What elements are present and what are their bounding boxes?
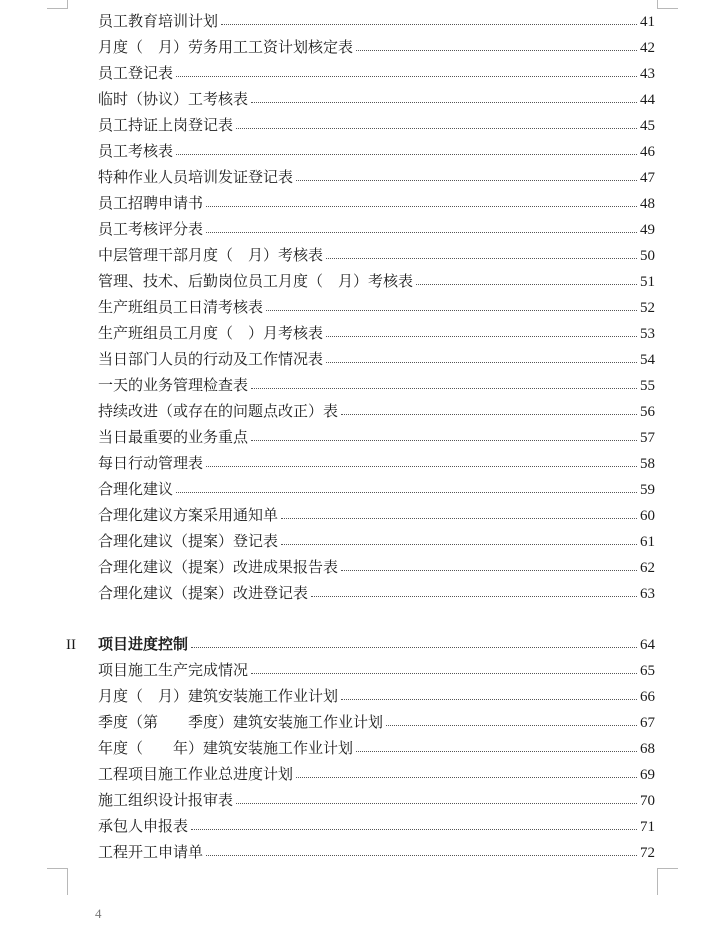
toc-entry-title: 当日最重要的业务重点 <box>98 428 249 446</box>
toc-entry[interactable] <box>98 348 655 370</box>
toc-entry-title: 生产班组员工日清考核表 <box>98 298 264 316</box>
toc-entry-title: 工程项目施工作业总进度计划 <box>98 765 294 783</box>
toc-entry-title: 工程开工申请单 <box>98 843 204 861</box>
toc-entry-title: 合理化建议方案采用通知单 <box>98 506 279 524</box>
dot-leader <box>251 101 637 103</box>
toc-entry-title: 合理化建议（提案）改进登记表 <box>98 584 309 602</box>
toc-entry-title: 项目施工生产完成情况 <box>98 661 249 679</box>
dot-leader <box>236 802 637 804</box>
dot-leader <box>281 517 637 519</box>
toc-entry-title: 临时（协议）工考核表 <box>98 90 249 108</box>
dot-leader <box>251 387 637 389</box>
crop-mark-top-right <box>657 0 678 9</box>
toc-entry[interactable] <box>98 270 655 292</box>
crop-mark-bottom-left <box>47 868 68 895</box>
toc-entry-title: 月度（ 月）建筑安装施工作业计划 <box>98 687 339 705</box>
dot-leader <box>191 828 637 830</box>
toc-entry[interactable] <box>98 400 655 422</box>
toc-entry-page: 52 <box>640 300 655 316</box>
toc-entry[interactable] <box>98 166 655 188</box>
toc-entry[interactable] <box>98 556 655 578</box>
toc-entry-title: 合理化建议（提案）登记表 <box>98 532 279 550</box>
toc-entry[interactable] <box>98 763 655 785</box>
toc-entry[interactable] <box>98 737 655 759</box>
toc-entry-page: 41 <box>640 14 655 30</box>
dot-leader <box>236 127 637 129</box>
toc-entry-page: 51 <box>640 274 655 290</box>
toc-entry-page: 63 <box>640 586 655 602</box>
toc-entry-page: 65 <box>640 663 655 679</box>
toc-entry-page: 55 <box>640 378 655 394</box>
toc-section-heading[interactable] <box>66 633 655 655</box>
toc-entry-page: 49 <box>640 222 655 238</box>
toc-entry-title: 每日行动管理表 <box>98 454 204 472</box>
dot-leader <box>206 854 637 856</box>
toc-entry-title: 员工考核评分表 <box>98 220 204 238</box>
toc-entry-page: 66 <box>640 689 655 705</box>
dot-leader <box>341 698 637 700</box>
toc-entry-title: 一天的业务管理检查表 <box>98 376 249 394</box>
toc-entry-page: 69 <box>640 767 655 783</box>
toc-entry[interactable] <box>98 192 655 214</box>
toc-entry-page: 53 <box>640 326 655 342</box>
toc-entry-page: 50 <box>640 248 655 264</box>
toc-entry-title: 中层管理干部月度（ 月）考核表 <box>98 246 324 264</box>
toc-entry-page: 46 <box>640 144 655 160</box>
toc-entry-page: 58 <box>640 456 655 472</box>
toc-entry-page: 47 <box>640 170 655 186</box>
crop-mark-top-left <box>47 0 68 9</box>
toc-entry-page: 43 <box>640 66 655 82</box>
toc-entry-title: 员工考核表 <box>98 142 174 160</box>
dot-leader <box>176 153 637 155</box>
toc-entry-page: 42 <box>640 40 655 56</box>
toc-entry-title: 员工持证上岗登记表 <box>98 116 234 134</box>
toc-entry[interactable] <box>98 789 655 811</box>
toc-entry[interactable] <box>98 88 655 110</box>
dot-leader <box>206 465 637 467</box>
dot-leader <box>251 439 637 441</box>
dot-leader <box>356 49 637 51</box>
dot-leader <box>266 309 637 311</box>
toc-entry-title: 生产班组员工月度（ ）月考核表 <box>98 324 324 342</box>
dot-leader <box>326 335 637 337</box>
dot-leader <box>296 179 637 181</box>
toc-entry-page: 61 <box>640 534 655 550</box>
toc-entry-title: 施工组织设计报审表 <box>98 791 234 809</box>
dot-leader <box>221 23 637 25</box>
dot-leader <box>341 569 637 571</box>
section-roman-numeral: II <box>66 637 76 653</box>
toc-entry-page: 54 <box>640 352 655 368</box>
toc-entry[interactable] <box>98 815 655 837</box>
toc-entry-title: 当日部门人员的行动及工作情况表 <box>98 350 324 368</box>
toc-entry-title: 合理化建议 <box>98 480 174 498</box>
toc-entry-page: 70 <box>640 793 655 809</box>
dot-leader <box>386 724 637 726</box>
toc-entry-title: 员工教育培训计划 <box>98 12 219 30</box>
toc-entry[interactable] <box>98 530 655 552</box>
toc-entry-page: 44 <box>640 92 655 108</box>
section-title: 项目进度控制 <box>98 635 189 653</box>
dot-leader <box>326 257 637 259</box>
dot-leader <box>416 283 637 285</box>
dot-leader <box>251 672 637 674</box>
dot-leader <box>191 646 637 648</box>
section-page: 64 <box>640 637 655 653</box>
toc-entry-title: 承包人申报表 <box>98 817 189 835</box>
toc-entry-title: 特种作业人员培训发证登记表 <box>98 168 294 186</box>
toc-entry-page: 60 <box>640 508 655 524</box>
dot-leader <box>341 413 637 415</box>
dot-leader <box>176 491 637 493</box>
toc-entry[interactable] <box>98 426 655 448</box>
toc-entry-title: 合理化建议（提案）改进成果报告表 <box>98 558 339 576</box>
toc-entry-page: 59 <box>640 482 655 498</box>
toc-entry-title: 年度（ 年）建筑安装施工作业计划 <box>98 739 354 757</box>
dot-leader <box>281 543 637 545</box>
toc-entry[interactable] <box>98 452 655 474</box>
toc-entry-page: 62 <box>640 560 655 576</box>
dot-leader <box>311 595 637 597</box>
dot-leader <box>326 361 637 363</box>
toc-entry-page: 71 <box>640 819 655 835</box>
toc-entry[interactable] <box>98 841 655 863</box>
toc-entry-page: 57 <box>640 430 655 446</box>
dot-leader <box>206 205 637 207</box>
toc-entry-title: 月度（ 月）劳务用工工资计划核定表 <box>98 38 354 56</box>
toc-entry-page: 48 <box>640 196 655 212</box>
toc-entry-page: 67 <box>640 715 655 731</box>
toc-entry[interactable] <box>98 504 655 526</box>
toc-entry[interactable] <box>98 711 655 733</box>
toc-entry[interactable] <box>98 218 655 240</box>
page-number: 4 <box>95 906 102 921</box>
toc-entry-page: 45 <box>640 118 655 134</box>
toc-entry-page: 56 <box>640 404 655 420</box>
toc-entry[interactable] <box>98 114 655 136</box>
toc-entry-title: 员工登记表 <box>98 64 174 82</box>
toc-entry[interactable] <box>98 659 655 681</box>
toc-entry-title: 季度（第 季度）建筑安装施工作业计划 <box>98 713 384 731</box>
toc-entry[interactable] <box>98 10 655 32</box>
toc-entry-title: 管理、技术、后勤岗位员工月度（ 月）考核表 <box>98 272 414 290</box>
toc-entry[interactable] <box>98 582 655 604</box>
toc-entry[interactable] <box>98 140 655 162</box>
dot-leader <box>206 231 637 233</box>
toc-entry-page: 68 <box>640 741 655 757</box>
dot-leader <box>176 75 637 77</box>
dot-leader <box>356 750 637 752</box>
toc-entry[interactable] <box>98 374 655 396</box>
toc-entry[interactable] <box>98 62 655 84</box>
toc-entry-page: 72 <box>640 845 655 861</box>
crop-mark-bottom-right <box>657 868 678 895</box>
toc-entry[interactable] <box>98 296 655 318</box>
toc-entry-title: 员工招聘申请书 <box>98 194 204 212</box>
toc-entry[interactable] <box>98 322 655 344</box>
toc-entry-title: 持续改进（或存在的问题点改正）表 <box>98 402 339 420</box>
toc-entry[interactable] <box>98 685 655 707</box>
toc-entry[interactable] <box>98 478 655 500</box>
toc-entry[interactable] <box>98 244 655 266</box>
toc-entry[interactable] <box>98 36 655 58</box>
dot-leader <box>296 776 637 778</box>
